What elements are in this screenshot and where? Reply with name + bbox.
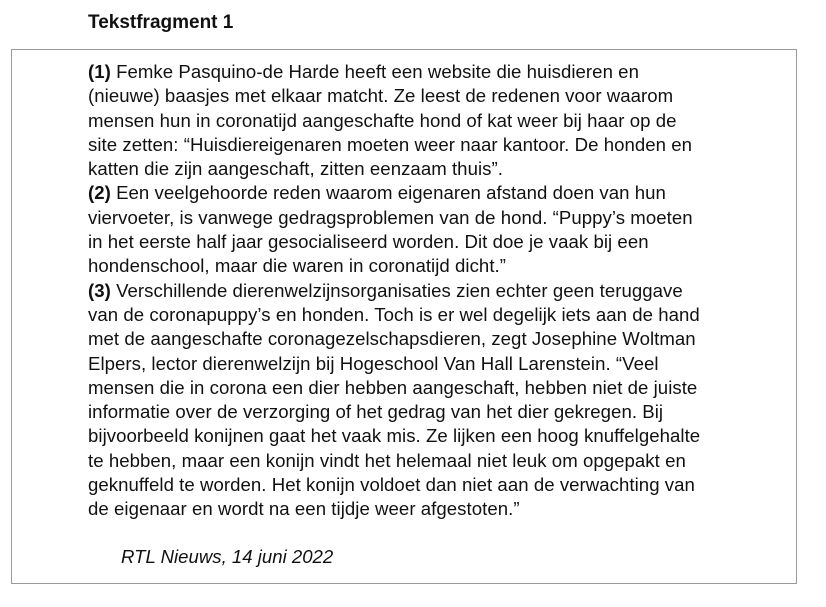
paragraph-2: [88, 181, 788, 278]
paragraph-1: [88, 60, 788, 181]
source-citation: RTL Nieuws, 14 juni 2022: [121, 546, 334, 567]
text-line: geknuffeld te worden. Het konijn voldoet dan niet aan de verwachting van: [88, 474, 695, 496]
text-line: (3) Verschillende dierenwelzijnsorganisaties zien echter geen teruggave: [88, 279, 683, 301]
fragment-heading: Tekstfragment 1: [88, 12, 234, 33]
text-line: katten die zijn aangeschaft, zitten eenzaam thuis”.: [88, 158, 503, 180]
text-line: Elpers, lector dierenwelzijn bij Hogeschool Van Hall Larenstein. “Veel: [88, 352, 659, 374]
text-line: met de aangeschafte coronagezelschapsdieren, zegt Josephine Woltman: [88, 328, 696, 350]
text-line: mensen die in corona een dier hebben aangeschaft, hebben niet de juiste: [88, 376, 698, 398]
text-line: (nieuwe) baasjes met elkaar matcht. Ze leest de redenen voor waarom: [88, 85, 674, 107]
fragment-body: [88, 60, 788, 522]
text-line: te hebben, maar een konijn vindt het helemaal niet leuk om opgepakt en: [88, 449, 686, 471]
paragraph-number: (1): [88, 61, 111, 82]
text-line: viervoeter, is vanwege gedragsproblemen van de hond. “Puppy’s moeten: [88, 206, 693, 228]
text-line: mensen hun in coronatijd aangeschafte hond of kat weer bij haar op de: [88, 109, 677, 131]
text-line: (1) Femke Pasquino-de Harde heeft een website die huisdieren en: [88, 61, 639, 82]
text-line: van de coronapuppy’s en honden. Toch is er wel degelijk iets aan de hand: [88, 303, 700, 325]
text-line: (2) Een veelgehoorde reden waarom eigenaren afstand doen van hun: [88, 182, 666, 204]
text-line: informatie over de verzorging of het gedrag van het dier gekregen. Bij: [88, 401, 664, 423]
text-line: in het eerste half jaar gesocialiseerd worden. Dit doe je vaak bij een: [88, 231, 649, 253]
paragraph-number: (3): [88, 279, 111, 301]
text-line: de eigenaar en wordt na een tijdje weer afgestoten.”: [88, 498, 520, 520]
paragraph-3: [88, 279, 788, 522]
text-line: site zetten: “Huisdiereigenaren moeten weer naar kantoor. De honden en: [88, 133, 693, 155]
paragraph-number: (2): [88, 182, 111, 204]
text-line: hondenschool, maar die waren in coronatijd dicht.”: [88, 255, 506, 277]
text-line: bijvoorbeeld konijnen gaat het vaak mis. Ze lijken een hoog knuffelgehalte: [88, 425, 701, 447]
